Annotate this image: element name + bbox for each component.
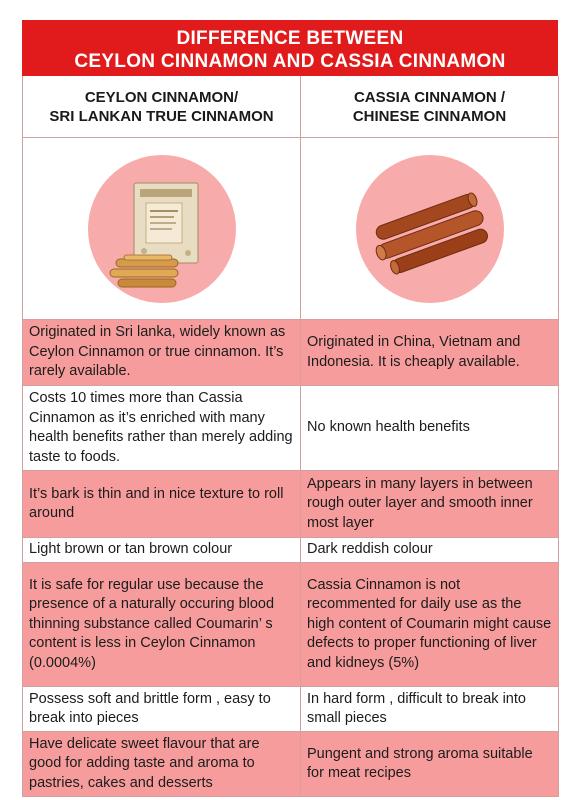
row-7-cassia-text: Pungent and strong aroma suitable for meat recipes	[307, 745, 533, 781]
column-header-ceylon	[23, 76, 301, 138]
row-7-cassia	[301, 732, 559, 797]
row-7-ceylon	[23, 732, 301, 797]
row-2-ceylon	[23, 386, 301, 471]
ceylon-cinnamon-image	[88, 155, 236, 303]
row-5-cassia-text: Cassia Cinnamon is not recommented for daily use as the high content of Coumarin might cause defects to proper functioning of liver and kidneys (5%)	[307, 576, 552, 671]
row-5-ceylon	[23, 563, 301, 687]
row-3-cassia	[301, 471, 559, 538]
cassia-cinnamon-image	[356, 155, 504, 303]
row-6-cassia-text: In hard form , difficult to break into small pieces	[307, 690, 526, 726]
cassia-cinnamon-icon	[356, 155, 504, 303]
row-4-cassia-text: Dark reddish colour	[307, 541, 433, 558]
column-header-cassia-line2: CHINESE CINNAMON	[352, 107, 507, 125]
row-2-cassia-text: No known health benefits	[307, 419, 470, 436]
row-4-ceylon-text: Light brown or tan brown colour	[29, 541, 233, 558]
row-1-ceylon-text: Originated in Sri lanka, widely known as Ceylon Cinnamon or true cinnamon. It’s rarely available.	[29, 324, 286, 380]
row-3-cassia-text: Appears in many layers in between rough outer layer and smooth inner most layer	[307, 475, 533, 531]
row-6-ceylon-text: Possess soft and brittle form , easy to break into pieces	[29, 690, 271, 726]
row-2-cassia	[301, 386, 559, 471]
column-header-ceylon-line2: SRI LANKAN TRUE CINNAMON	[49, 107, 274, 125]
cassia-image-cell	[301, 138, 559, 320]
row-1-cassia-text: Originated in China, Vietnam and Indonesia. It is cheaply available.	[307, 334, 521, 370]
page-title	[22, 20, 558, 76]
column-header-cassia	[301, 76, 559, 138]
row-5-cassia	[301, 563, 559, 687]
column-header-ceylon-line1: CEYLON CINNAMON/	[84, 88, 239, 106]
column-header-cassia-line1: CASSIA CINNAMON /	[353, 88, 506, 106]
row-4-cassia	[301, 538, 559, 563]
title-line-1: DIFFERENCE BETWEEN	[176, 28, 404, 49]
row-2-ceylon-text: Costs 10 times more than Cassia Cinnamon as it’s enriched with many health benefits rather than merely adding taste to foods.	[29, 390, 293, 465]
row-3-ceylon	[23, 471, 301, 538]
comparison-sheet	[22, 20, 558, 797]
row-6-cassia	[301, 687, 559, 732]
row-1-cassia	[301, 320, 559, 386]
row-4-ceylon	[23, 538, 301, 563]
comparison-table	[22, 76, 558, 797]
row-5-ceylon-text: It is safe for regular use because the presence of a naturally occuring blood thinning substance called Coumarin’ s content is less in Ceylon Cinnamon (0.0004%)	[29, 576, 275, 671]
ceylon-image-cell	[23, 138, 301, 320]
row-1-ceylon	[23, 320, 301, 386]
row-3-ceylon-text: It’s bark is thin and in nice texture to roll around	[29, 485, 284, 521]
ceylon-cinnamon-icon	[88, 155, 236, 303]
row-6-ceylon	[23, 687, 301, 732]
title-line-2: CEYLON CINNAMON AND CASSIA CINNAMON	[74, 51, 506, 72]
row-7-ceylon-text: Have delicate sweet flavour that are good for adding taste and aroma to pastries, cakes and desserts	[29, 735, 260, 791]
